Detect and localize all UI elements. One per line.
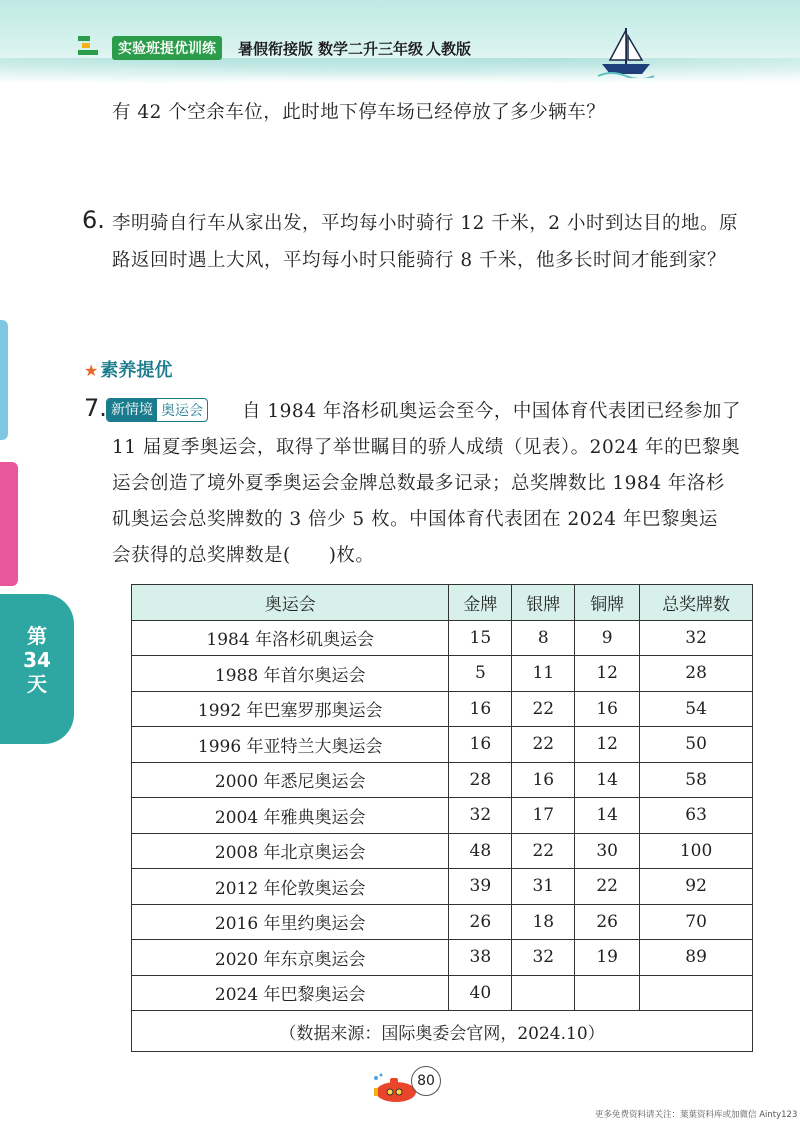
table-row — [132, 620, 753, 656]
bronze-cell — [575, 975, 640, 1011]
total-cell: 50 — [640, 727, 753, 763]
gold-cell: 16 — [449, 727, 512, 763]
bronze-cell: 12 — [575, 727, 640, 763]
bronze-cell: 9 — [575, 620, 640, 656]
games-cell: 2004 年雅典奥运会 — [132, 798, 449, 834]
header-silver: 银牌 — [512, 585, 575, 621]
question7-line5: 会获得的总奖牌数是( )枚。 — [112, 545, 375, 566]
silver-cell: 11 — [512, 656, 575, 692]
total-cell: 92 — [640, 869, 753, 905]
question6-number: 6. — [82, 206, 105, 234]
gold-cell: 48 — [449, 833, 512, 869]
bronze-cell: 16 — [575, 691, 640, 727]
table-row — [132, 727, 753, 763]
header-gold: 金牌 — [449, 585, 512, 621]
silver-cell: 31 — [512, 869, 575, 905]
total-cell: 89 — [640, 940, 753, 976]
table-row — [132, 904, 753, 940]
games-cell: 1992 年巴塞罗那奥运会 — [132, 691, 449, 727]
table-row — [132, 869, 753, 905]
sidebar-pink-bar — [0, 462, 18, 586]
silver-cell: 17 — [512, 798, 575, 834]
table-row — [132, 798, 753, 834]
question7-line1: 自 1984 年洛杉矶奥运会至今，中国体育代表团已经参加了 — [242, 401, 741, 422]
day-number: 34 — [23, 648, 51, 672]
total-cell: 100 — [640, 833, 753, 869]
table-source-row — [132, 1011, 753, 1052]
bronze-cell: 14 — [575, 798, 640, 834]
subject-label: 数学二升三年级 — [318, 40, 424, 58]
gold-cell: 16 — [449, 691, 512, 727]
day-tab — [0, 594, 74, 744]
header-total: 总奖牌数 — [640, 585, 753, 621]
gold-cell: 40 — [449, 975, 512, 1011]
star-icon: ★ — [84, 361, 99, 380]
gold-cell: 38 — [449, 940, 512, 976]
silver-cell: 18 — [512, 904, 575, 940]
gold-cell: 28 — [449, 762, 512, 798]
day-label-prefix: 第 — [27, 624, 47, 648]
series-logo-icon — [78, 34, 108, 56]
silver-cell: 22 — [512, 691, 575, 727]
games-cell: 2020 年东京奥运会 — [132, 940, 449, 976]
bronze-cell: 14 — [575, 762, 640, 798]
games-cell: 2016 年里约奥运会 — [132, 904, 449, 940]
question7-tags — [106, 398, 208, 422]
question7-line3: 运会创造了境外夏季奥运会金牌总数最多记录；总奖牌数比 1984 年洛杉 — [112, 473, 725, 494]
edition-label: 暑假衔接版 — [238, 40, 314, 58]
games-cell: 2024 年巴黎奥运会 — [132, 975, 449, 1011]
page-header — [0, 0, 800, 84]
gold-cell: 26 — [449, 904, 512, 940]
new-context-tag: 新情境 — [107, 399, 157, 421]
sidebar-blue-bar — [0, 320, 8, 440]
bronze-cell: 12 — [575, 656, 640, 692]
question5-tail-text: 有 42 个空余车位，此时地下停车场已经停放了多少辆车？ — [112, 102, 606, 123]
total-cell: 58 — [640, 762, 753, 798]
total-cell: 28 — [640, 656, 753, 692]
table-row — [132, 691, 753, 727]
gold-cell: 32 — [449, 798, 512, 834]
games-cell: 1984 年洛杉矶奥运会 — [132, 620, 449, 656]
table-row — [132, 975, 753, 1011]
bronze-cell: 30 — [575, 833, 640, 869]
silver-cell: 22 — [512, 727, 575, 763]
question6-line1: 李明骑自行车从家出发，平均每小时骑行 12 千米，2 小时到达目的地。原 — [112, 213, 738, 234]
day-label-suffix: 天 — [27, 672, 47, 696]
footnote: 更多免费资料请关注：葉葉资料库或加微信 Ainty123 — [595, 1110, 798, 1120]
series-badge: 实验班提优训练 — [112, 36, 222, 60]
games-cell: 2012 年伦敦奥运会 — [132, 869, 449, 905]
table-row — [132, 940, 753, 976]
total-cell — [640, 975, 753, 1011]
gold-cell: 15 — [449, 620, 512, 656]
total-cell: 63 — [640, 798, 753, 834]
header-olympics: 奥运会 — [132, 585, 449, 621]
gold-cell: 5 — [449, 656, 512, 692]
table-row — [132, 762, 753, 798]
games-cell: 2008 年北京奥运会 — [132, 833, 449, 869]
sailboat-icon — [596, 26, 656, 78]
section-title: ★ 素养提优 — [84, 360, 173, 381]
silver-cell: 8 — [512, 620, 575, 656]
question7-line4: 矶奥运会总奖牌数的 3 倍少 5 枚。中国体育代表团在 2024 年巴黎奥运 — [112, 509, 718, 530]
question7-number: 7. — [84, 394, 107, 422]
header-wave — [0, 58, 800, 88]
table-source-note: （数据来源：国际奥委会官网，2024.10） — [132, 1011, 753, 1052]
silver-cell — [512, 975, 575, 1011]
page-number: 80 — [411, 1066, 441, 1096]
bronze-cell: 22 — [575, 869, 640, 905]
question6-line2: 路返回时遇上大风，平均每小时只能骑行 8 千米，他多长时间才能到家？ — [112, 250, 727, 271]
table-row — [132, 833, 753, 869]
topic-tag: 奥运会 — [161, 403, 203, 419]
games-cell: 1996 年亚特兰大奥运会 — [132, 727, 449, 763]
total-cell: 32 — [640, 620, 753, 656]
total-cell: 54 — [640, 691, 753, 727]
table-row — [132, 656, 753, 692]
table-header-row — [132, 585, 753, 621]
games-cell: 2000 年悉尼奥运会 — [132, 762, 449, 798]
publisher-label: 人教版 — [426, 40, 472, 58]
medal-table — [131, 584, 753, 1052]
games-cell: 1988 年首尔奥运会 — [132, 656, 449, 692]
bronze-cell: 26 — [575, 904, 640, 940]
header-bronze: 铜牌 — [575, 585, 640, 621]
gold-cell: 39 — [449, 869, 512, 905]
silver-cell: 16 — [512, 762, 575, 798]
bronze-cell: 19 — [575, 940, 640, 976]
question7-line2: 11 届夏季奥运会，取得了举世瞩目的骄人成绩（见表）。2024 年的巴黎奥 — [112, 437, 741, 458]
silver-cell: 32 — [512, 940, 575, 976]
silver-cell: 22 — [512, 833, 575, 869]
total-cell: 70 — [640, 904, 753, 940]
